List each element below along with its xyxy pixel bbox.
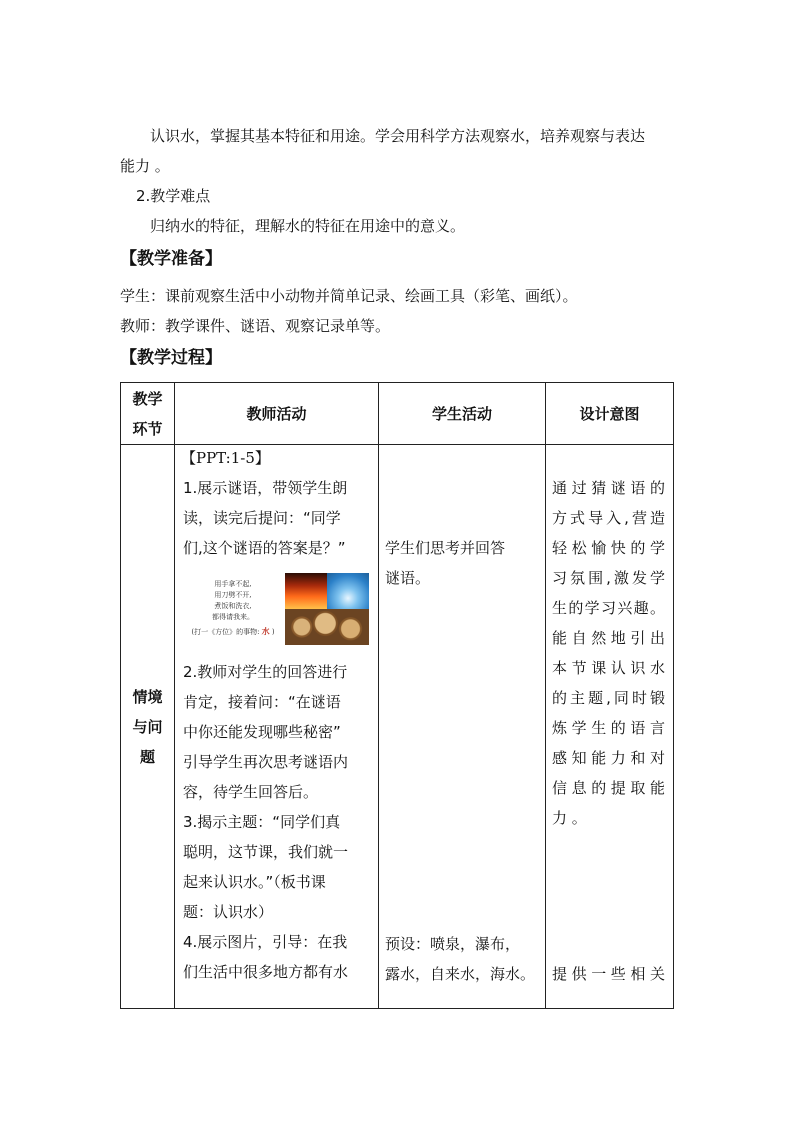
teacher-line: 起来认识水。”（板书课 [183, 873, 326, 891]
teacher-line: 2.教师对学生的回答进行 [183, 663, 348, 681]
student-line: 谜语。 [385, 569, 431, 587]
header-teacher-activity: 教师活动 [175, 383, 379, 445]
ppt-label: 【PPT:1-5】 [181, 449, 270, 467]
preparation-teacher: 教师：教学课件、谜语、观察记录单等。 [120, 317, 391, 335]
header-student-activity: 学生活动 [379, 383, 546, 445]
riddle-text-panel [183, 573, 283, 645]
process-heading: 【教学过程】 [120, 348, 222, 368]
teacher-activity-cell [175, 445, 379, 1009]
riddle-answer-word: 水 [261, 627, 270, 636]
focus-line-2: 能力 。 [120, 157, 170, 175]
focus-line-1: 认识水，掌握其基本特征和用途。学会用科学方法观察水，培养观察与表达 [150, 127, 646, 145]
intent-line: 信息的提取能 [552, 779, 665, 797]
difficulty-text: 归纳水的特征，理解水的特征在用途中的意义。 [150, 217, 466, 235]
stage-cell: 情境 与问 题 [121, 445, 175, 1009]
riddle-line: 用手拿不起, [214, 580, 252, 588]
intent-line: 本节课认识水 [552, 659, 665, 677]
riddle-image [183, 573, 369, 645]
intent-line: 轻松愉快的学 [552, 539, 665, 557]
table-row [121, 445, 674, 1009]
table-header-row [121, 383, 674, 445]
student-activity-cell [379, 445, 546, 1009]
teacher-line: 肯定，接着问：“在谜语 [183, 693, 341, 711]
intent-line: 的主题,同时锻 [552, 689, 665, 707]
riddle-line: 用刀劈不开, [214, 591, 252, 599]
header-stage: 教学 环节 [121, 383, 175, 445]
teacher-line: 1.展示谜语，带领学生朗 [183, 479, 348, 497]
teacher-line: 4.展示图片，引导：在我 [183, 933, 348, 951]
preparation-heading: 【教学准备】 [120, 249, 222, 269]
intent-line: 通过猜谜语的 [552, 479, 665, 497]
lesson-process-table [120, 382, 674, 1009]
teacher-line: 容，待学生回答后。 [183, 783, 319, 801]
student-preset-line: 露水，自来水，海水。 [385, 965, 536, 983]
teacher-line: 聪明，这节课，我们就一 [183, 843, 349, 861]
teacher-line: 3.揭示主题：“同学们真 [183, 813, 341, 831]
header-design-intent: 设计意图 [546, 383, 674, 445]
teacher-line: 们,这个谜语的答案是？” [183, 539, 346, 557]
intent-line: 习氛围,激发学 [552, 569, 665, 587]
fire-photo [285, 573, 327, 609]
student-line: 学生们思考并回答 [385, 539, 506, 557]
intent-line: 炼学生的语言 [552, 719, 665, 737]
intent-line: 提供一些相关 [552, 965, 665, 983]
teacher-line: 读，读完后提问：“同学 [183, 509, 341, 527]
teacher-line: 引导学生再次思考谜语内 [183, 753, 349, 771]
student-preset-line: 预设：喷泉，瀑布， [385, 935, 521, 953]
riddle-line: 煮饭和洗衣, [214, 602, 252, 610]
intent-line: 方式导入,营造 [552, 509, 665, 527]
riddle-line: 都得请我来。 [212, 613, 254, 621]
intent-line: 能自然地引出 [552, 629, 665, 647]
teacher-line: 题：认识水） [183, 903, 274, 921]
water-drop-photo [327, 573, 369, 609]
teacher-line: 中你还能发现哪些秘密” [183, 723, 341, 741]
intent-line: 感知能力和对 [552, 749, 665, 767]
preparation-student: 学生：课前观察生活中小动物并简单记录、绘画工具（彩笔、画纸）。 [120, 287, 578, 305]
riddle-answer: (打一《方位》的事物: 水 ) [191, 627, 275, 636]
difficulty-title: 2.教学难点 [136, 187, 211, 205]
teacher-line: 们生活中很多地方都有水 [183, 963, 349, 981]
design-intent-cell [546, 445, 674, 1009]
intent-line: 生的学习兴趣。 [552, 599, 665, 617]
firewood-photo [285, 609, 369, 645]
intent-line: 力 。 [552, 809, 587, 827]
